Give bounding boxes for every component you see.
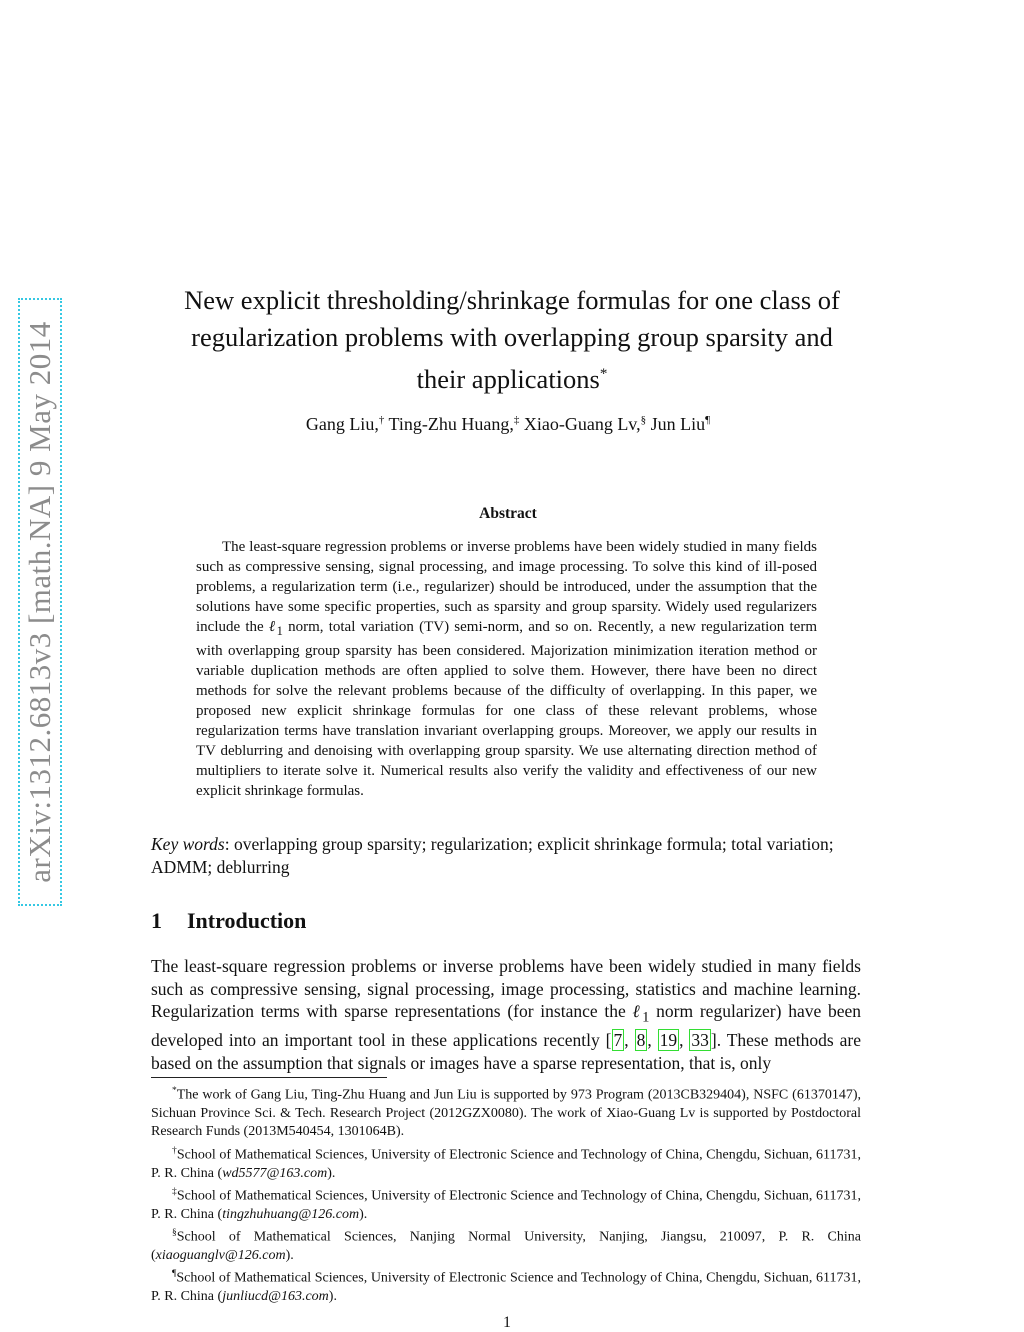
author-footnote-mark[interactable]: ¶: [705, 414, 711, 426]
author-name: Jun Liu: [650, 414, 706, 434]
citation-link[interactable]: 33: [691, 1030, 709, 1051]
paper-title: [140, 282, 884, 398]
abstract-text: The least-square regression problems or inverse problems have been widely studied in many fields such as compressive sensing, signal processing, and image processing. To solve this kind of ill-posed problems, a regularization term (i.e., regularizer) should be introduced, under the assumption that the solutions have some specific properties, such as sparsity and group sparsity. Widely used regularizers include the ℓ$_1$ norm, total variation (TV) semi-norm, and so on. Recently, a new regularization term with overlapping group sparsity has been considered. Majorization minimization iteration method or variable duplication methods are often applied to solve them. However, there have been no direct methods for solve the relevant problems because of the difficulty of overlapping. In this paper, we proposed new explicit shrinkage formulas for one class of these relevant problems, whose regularization terms have translation invariant overlapping groups. Moreover, we apply our results in TV deblurring and denoising with overlapping group sparsity. We use alternating direction method of multipliers to iterate solve it. Numerical results also verify the validity and effectiveness of our new explicit shrinkage formulas.: [196, 539, 817, 799]
citation-link[interactable]: 19: [659, 1030, 678, 1051]
footnote: ‡School of Mathematical Sciences, University of Electronic Science and Technology of China, Chengdu, Sichuan, 611731, P. R. China (tingzhuhuang@126.com).: [151, 1186, 861, 1222]
title-line-3: their applications*: [416, 363, 608, 394]
title-line-1: New explicit thresholding/shrinkage formulas for one class of: [184, 285, 840, 315]
author-footnote-mark[interactable]: †: [378, 414, 385, 426]
keywords: [151, 833, 861, 879]
author-footnote-mark[interactable]: ‡: [513, 414, 520, 426]
citation-link[interactable]: 7: [613, 1030, 623, 1051]
arxiv-identifier-stamp[interactable]: [18, 298, 62, 906]
footnote-divider: [151, 1077, 387, 1078]
footnotes: [151, 1082, 861, 1307]
author-name: Xiao-Guang Lv,: [523, 414, 641, 434]
author-name: Gang Liu,: [305, 414, 379, 434]
keywords-label: Key words: [151, 834, 225, 854]
page-number: 1: [503, 1314, 511, 1331]
email[interactable]: xiaoguanglv@126.com: [155, 1248, 286, 1263]
keywords-text: : overlapping group sparsity; regularization; explicit shrinkage formula; total variation; ADMM; deblurring: [151, 834, 834, 877]
section-heading: [151, 908, 306, 934]
footnote: *The work of Gang Liu, Ting-Zhu Huang and Jun Liu is supported by 973 Program (2013CB329404), NSFC (61370147), Sichuan Province Sci. & Tech. Research Project (2012GZX0080). The work of Xiao-Guang Lv is supported by Postdoctoral Research Funds (2013M540454, 1301064B).: [151, 1086, 861, 1140]
title-line-2: regularization problems with overlapping group sparsity and: [191, 322, 833, 352]
title-footnote-mark[interactable]: *: [599, 366, 608, 382]
section-number: 1: [151, 908, 162, 933]
email[interactable]: wd5577@163.com: [222, 1165, 328, 1181]
footnote: ¶School of Mathematical Sciences, University of Electronic Science and Technology of China, Chengdu, Sichuan, 611731, P. R. China (junliucd@163.com).: [151, 1269, 861, 1305]
author-name: Ting-Zhu Huang,: [388, 414, 514, 434]
email[interactable]: tingzhuhuang@126.com: [222, 1206, 360, 1222]
author-list: [150, 414, 866, 435]
footnote: §School of Mathematical Sciences, Nanjing Normal University, Nanjing, Jiangsu, 210097, P. R. China (xiaoguanglv@126.com).: [151, 1228, 861, 1263]
section-title: Introduction: [187, 908, 307, 933]
email[interactable]: junliucd@163.com: [222, 1289, 329, 1305]
abstract-heading: Abstract: [479, 505, 537, 522]
citation-link[interactable]: 8: [636, 1030, 646, 1051]
intro-paragraph: The least-square regression problems or inverse problems have been widely studied in many fields such as compressive sensing, signal processing, image processing, statistics and machine learning. Regularization terms with sparse representations (for instance the ℓ$_1$ norm regularizer) have been developed into an important tool in these applications recently [ 7 , 8 , 19 , 33 ]. These methods are based on the assumption that signals or images have a sparse representation, that is, only: [151, 956, 862, 1073]
arxiv-identifier: arXiv:1312.6813v3 [math.NA] 9 May 2014: [22, 321, 57, 883]
footnote: †School of Mathematical Sciences, University of Electronic Science and Technology of China, Chengdu, Sichuan, 611731, P. R. China (wd5577@163.com).: [151, 1145, 861, 1181]
author-footnote-mark[interactable]: §: [640, 414, 647, 426]
